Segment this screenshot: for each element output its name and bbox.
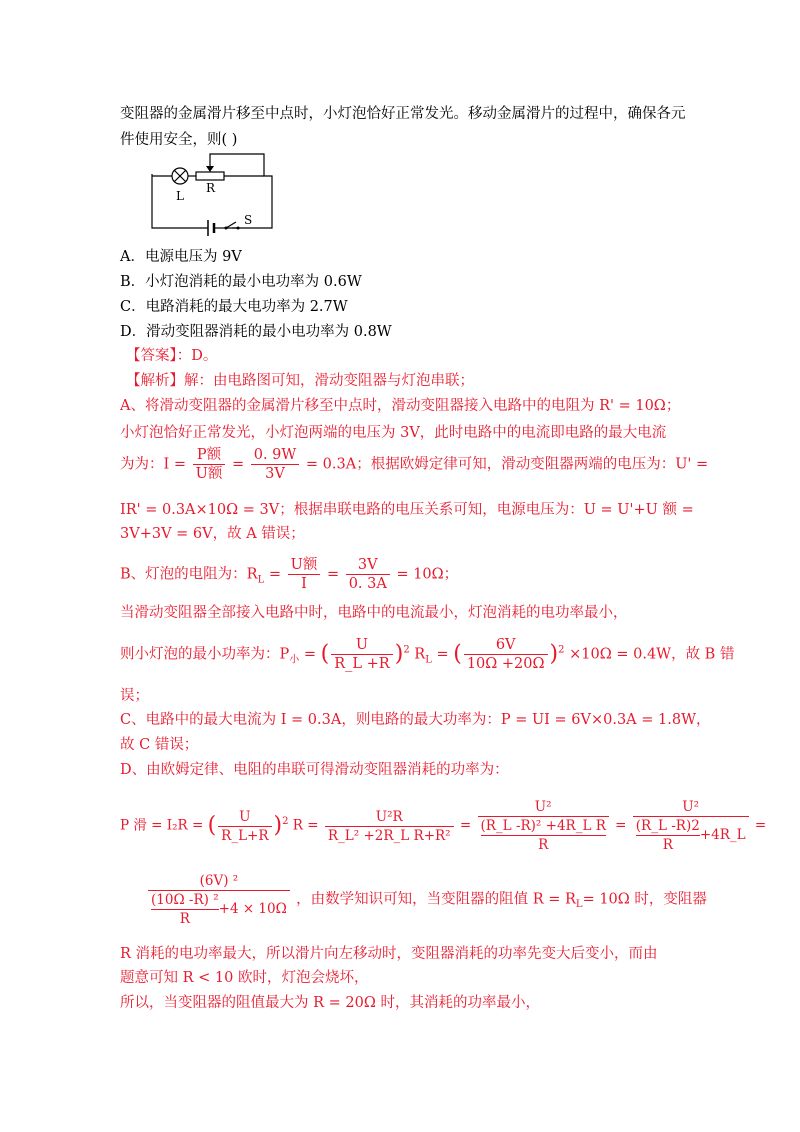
label-R: R <box>206 181 216 195</box>
analysis-d3: (6V) ² $\frac{\text{(10Ω -R) ²}}{R}$ +4 × 10Ω ，由数学知识可知，当变阻器的阻值 $R = R_L= 10\Omega$ 时，变阻器 <box>120 872 707 928</box>
analysis-d5: 题意可知 R < 10 欧时，灯泡会烧坏， <box>120 970 369 986</box>
circuit-diagram <box>148 148 278 236</box>
option-c: C．电路消耗的最大电功率为 2.7W <box>120 299 348 315</box>
fraction-3v-over-03a: $\frac{3V}{0. 3A}$ <box>346 556 390 593</box>
analysis-b3: 则小灯泡的最小功率为：$P_小$ = ( $\frac{U}{R\_L +R}$ )$^2$ $R_L$ = ( $\frac{6V}{10\Omega +20\Omega}$ )$^2$ ×10Ω = 0.4W，故 B 错 <box>120 637 735 672</box>
fraction-u-over-rl-plus-r: $\frac{U}{R\_L+R}$ <box>218 808 271 845</box>
analysis-a5: 3V+3V = 6V，故 A 错误； <box>120 526 305 542</box>
label-S: S <box>244 213 253 227</box>
fraction-6v-over-sum: $\frac{6V}{10\Omega +20\Omega}$ <box>464 636 548 673</box>
fraction-u2r-over-expansion: $\frac{\text{U²R}}{\text{R\_L² +2R\_L R+R²}}$ <box>325 808 454 845</box>
a3-prefix: 为为：I = <box>120 456 186 473</box>
analysis-a1: A、将滑动变阻器的金属滑片移至中点时，滑动变阻器接入电路中的电阻为 R' = 10Ω； <box>120 398 681 414</box>
option-b: B．小灯泡消耗的最小电功率为 0.6W <box>120 274 362 290</box>
a3-suffix: = 0.3A；根据欧姆定律可知，滑动变阻器两端的电压为：U' = <box>305 456 709 473</box>
fraction-u-over-rl-r: $\frac{U}{R\_L +R}$ <box>331 636 392 673</box>
label-L: L <box>176 189 184 203</box>
fraction-u-over-i: $\frac{\text{U额}}{I}$ <box>288 556 321 593</box>
analysis-a3: 为为：I = $\frac{\text{P额}}{\text{U额}}$ = $\frac{0. 9W}{3V}$ = 0.3A；根据欧姆定律可知，滑动变阻器两端的电压为：U' = <box>120 447 709 482</box>
analysis-a2: 小灯泡恰好正常发光，小灯泡两端的电压为 3V，此时电路中的电流即电路的最大电流 <box>120 425 667 441</box>
analysis-a4: IR' = 0.3A×10Ω = 3V；根据串联电路的电压关系可知，电源电压为：U = U'+U 额 = <box>120 502 694 518</box>
analysis-c2: 故 C 错误； <box>120 737 199 753</box>
answer: 【答案】：D。 <box>126 348 218 364</box>
analysis-b1: B、灯泡的电阻为：$R_L$ = $\frac{\text{U额}}{I}$ = $\frac{3V}{0. 3A}$ = 10Ω； <box>120 557 459 592</box>
question-line-1: 变阻器的金属滑片移至中点时，小灯泡恰好正常发光。移动金属滑片的过程中，确保各元 <box>120 106 686 122</box>
fraction-u2-over-sum-form: U² $\frac{(R\_L -R)2}{R}$ +4R_L <box>633 798 749 854</box>
fraction-power-over-voltage: $\frac{0. 9W}{3V}$ <box>251 446 300 483</box>
fraction-final-power: (6V) ² $\frac{\text{(10Ω -R) ²}}{R}$ +4 × 10Ω <box>148 872 290 928</box>
analysis-d4: R 消耗的电功率最大，所以滑片向左移动时，变阻器消耗的功率先变大后变小，而由 <box>120 946 658 962</box>
analysis-intro: 【解析】解：由电路图可知，滑动变阻器与灯泡串联； <box>126 373 474 389</box>
analysis-b4: 误； <box>120 688 149 704</box>
option-a: A．电源电压为 9V <box>120 249 242 265</box>
analysis-b2: 当滑动变阻器全部接入电路中时，电路中的电流最小，灯泡消耗的电功率最小， <box>120 605 628 621</box>
analysis-c1: C、电路中的最大电流为 I = 0.3A，则电路的最大功率为：P = UI = 6V×0.3A = 1.8W， <box>120 712 711 728</box>
option-d: D．滑动变阻器消耗的最小电功率为 0.8W <box>120 324 392 340</box>
fraction-u2-over-complex: U² (R_L -R)² +4R_L R R <box>478 798 609 854</box>
analysis-d1: D、由欧姆定律、电阻的串联可得滑动变阻器消耗的功率为： <box>120 762 509 778</box>
question-line-2: 件使用安全，则( ) <box>120 132 238 148</box>
fraction-p-over-u: $\frac{\text{P额}}{\text{U额}}$ <box>193 446 226 483</box>
analysis-d6: 所以，当变阻器的阻值最大为 R = 20Ω 时，其消耗的功率最小， <box>120 995 540 1011</box>
analysis-d2: P 滑 = I₂R = ( $\frac{U}{R\_L+R}$ )$^2$ R = $\frac{\text{U²R}}{\text{R\_L² +2R\_L R+R²}}$ = U² (R_L -R)² +4R_L R R = U² $\frac{(R\_L -R)2}{R}$ +4R_L = <box>120 799 767 853</box>
